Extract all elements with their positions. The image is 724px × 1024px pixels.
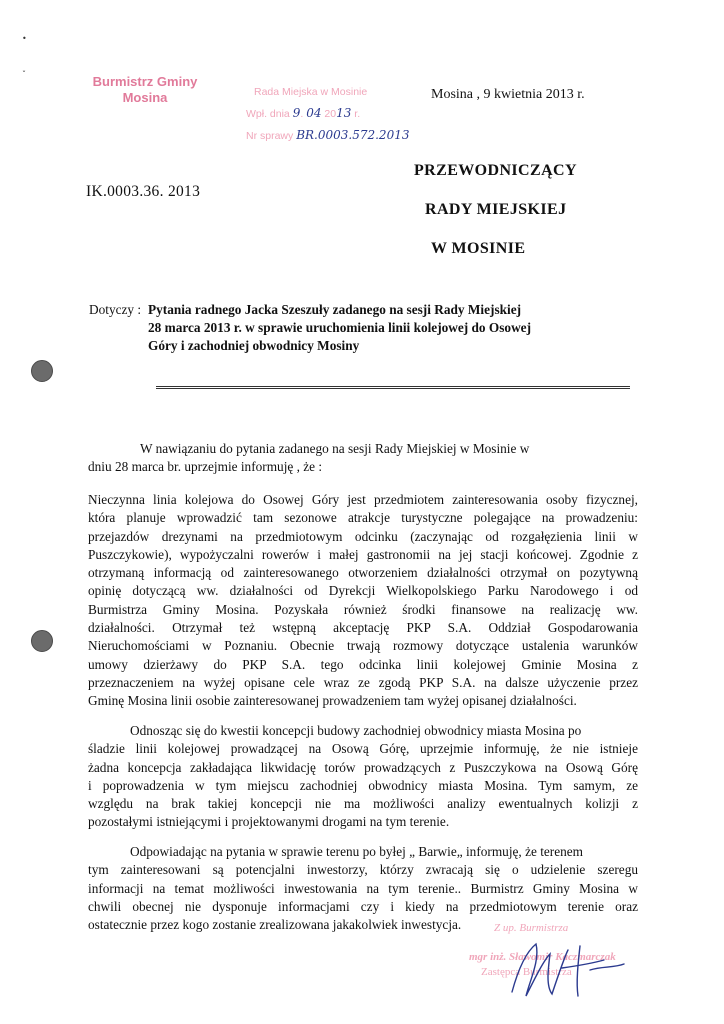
stamp-line: Mosina xyxy=(122,90,168,105)
subject-line: 28 marca 2013 r. w sprawie uruchomienia linii kolejowej do Osowej xyxy=(148,320,532,335)
scan-mark: • xyxy=(22,34,27,43)
subject-label: Dotyczy : xyxy=(89,302,142,317)
text-line: opinię dotyczącą ww. działalności od Dyrekcji Wielkopolskiego Parku Narodowego i od xyxy=(88,583,638,599)
subject-line: Góry i zachodniej obwodnicy Mosiny xyxy=(148,338,360,353)
scan-mark: ˇ xyxy=(22,70,26,79)
text-line: W nawiązaniu do pytania zadanego na sesji Rady Miejskiej w Mosinie w xyxy=(140,441,530,456)
punch-hole xyxy=(31,360,53,382)
addressee-line: RADY MIEJSKIEJ xyxy=(425,201,567,218)
signature-on-behalf: Z up. Burmistrza xyxy=(494,922,569,934)
text-line: żadna koncepcja zakładająca likwidację torów prowadzących z Puszczykowa na Osową Górę xyxy=(88,759,638,775)
received-date-sep: . xyxy=(300,108,304,120)
addressee-line: W MOSINIE xyxy=(431,240,526,257)
text-line: Nieczynna linia kolejowa do Osowej Góry jest przedmiotem zainteresowania osoby fizycznej, xyxy=(88,492,638,507)
text-line: względu na brak takiej koncepcji nie ma możliwości analizy ewentualnych kolizji z xyxy=(88,796,638,812)
text-line: która planuje wprowadzić tam sezonowe atrakcje turystyczne polegające na prowadzeniu: xyxy=(88,510,638,526)
subject-block xyxy=(89,301,531,355)
text-line: przejazdów drezynami na przedmiotowym odcinku (zaczynając od rozgałęzienia linii w xyxy=(88,528,638,544)
received-date-year-prefix: 20 xyxy=(324,108,337,120)
case-number-label: Nr sprawy xyxy=(246,130,294,142)
text-line: chwili obecnej nie dysponuje informacjami czy i kiedy na przedmiotowym terenie oraz xyxy=(88,898,638,914)
addressee-line: PRZEWODNICZĄCY xyxy=(414,162,577,179)
paragraph-1 xyxy=(88,491,638,711)
text-line: Odnosząc się do kwestii koncepcji budowy zachodniej obwodnicy miasta Mosina po xyxy=(130,723,582,738)
text-line: umowy dzierżawy do PKP S.A. tego odcinka linii kolejowej Gminie Mosina z xyxy=(88,656,638,672)
divider xyxy=(156,386,630,389)
text-line: dniu 28 marca br. uprzejmie informuję , że : xyxy=(88,459,323,475)
paragraph-2 xyxy=(88,722,638,832)
burmistrz-stamp xyxy=(84,74,206,106)
received-date-month: 04 xyxy=(306,106,322,120)
text-line: Nieruchomościami w Poznaniu. Obecnie trwają rozmowy dotyczące ustalenia warunków xyxy=(88,638,638,654)
signature-name: mgr inż. Sławomir Kaczmarczak xyxy=(469,951,616,963)
text-line: Puszczykowie), wypożyczalni rowerów i małej gastronomii na jej stacji końcowej. Zgodnie z xyxy=(88,546,638,562)
text-line: przeznaczeniem na wyżej opisane cele wraz ze zgodą PKP S.A. na dalsze użyczenie przez xyxy=(88,674,638,690)
received-date-year: 13 xyxy=(336,106,352,120)
text-line: i poprowadzenia w tym miejscu zachodniej obwodnicy miasta Mosina. Tym samym, ze xyxy=(88,777,638,793)
signature-role: Zastępca Burmistrza xyxy=(481,966,572,978)
text-line: tym zainteresowani są potencjalni inwestorzy, którzy zwracają się o udzielenie szeregu xyxy=(88,862,638,878)
received-date-line xyxy=(246,103,409,125)
text-line: otrzymaną informacją od zainteresowanego otworzeniem działalności otrzymał on pozytywną xyxy=(88,565,638,581)
received-stamp-title: Rada Miejska w Mosinie xyxy=(254,86,368,98)
paragraph-3 xyxy=(88,843,638,934)
received-date-label: Wpł. dnia xyxy=(246,108,290,120)
case-number: BR.0003.572.2013 xyxy=(296,128,410,142)
text-line: ostatecznie przez kogo zostanie zrealizowana jakakolwiek inwestycja. xyxy=(88,917,462,933)
received-date-day: 9 xyxy=(292,106,301,120)
text-line: pozostałymi istniejącymi i projektowanymi drogami na tym terenie. xyxy=(88,814,450,830)
text-line: Odpowiadając na pytania w sprawie terenu po byłej „ Barwie„ informuję, że terenem xyxy=(130,844,584,859)
text-line: informacji na temat możliwości inwestowania na tym terenie.. Burmistrz Gminy Mosina w xyxy=(88,880,638,896)
letter-date: Mosina , 9 kwietnia 2013 r. xyxy=(431,87,585,102)
text-line: Burmistrza Gminy Mosina. Pozyskała również środki finansowe na realizację ww. xyxy=(88,601,638,617)
handwritten-signature xyxy=(506,930,630,1002)
text-line: śladzie linii kolejowej prowadzącej na Osową Górę, uprzejmie informuję, że nie istnieje xyxy=(88,741,638,757)
text-line: działalności. Otrzymał też wstępną akceptację PKP S.A. Oddział Gospodarowania xyxy=(88,620,638,636)
subject-line: Pytania radnego Jacka Szeszuły zadanego na sesji Rady Miejskiej xyxy=(148,302,522,317)
punch-hole xyxy=(31,630,53,652)
received-stamp xyxy=(246,82,409,147)
received-date-suffix: r. xyxy=(354,108,361,120)
reference-number: IK.0003.36. 2013 xyxy=(86,183,201,200)
stamp-line: Burmistrz Gminy xyxy=(92,74,198,89)
intro-paragraph xyxy=(88,440,638,477)
text-line: Gminę Mosina linii osobie zainteresowanej prowadzeniem tam wyżej opisanej działalności. xyxy=(88,693,577,709)
case-number-line xyxy=(246,125,409,147)
